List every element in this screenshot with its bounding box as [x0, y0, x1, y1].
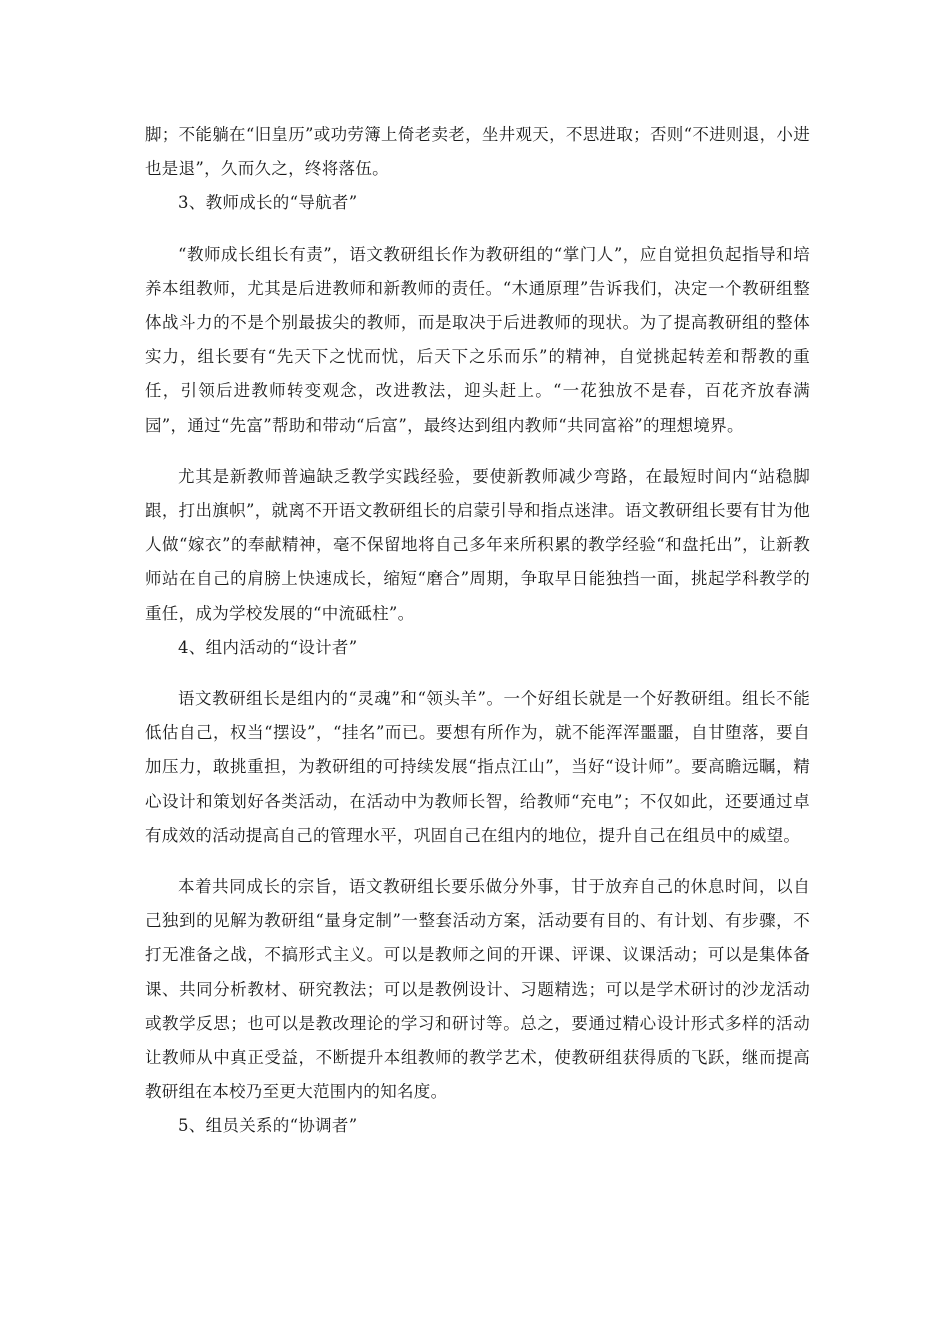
document-body — [145, 118, 810, 1144]
paragraph-continuation: 脚；不能躺在“旧皇历”或功劳簿上倚老卖老，坐井观天，不思进取；否则“不进则退，小进也是退”，久而久之，终将落伍。 — [145, 125, 810, 179]
paragraph: 本着共同成长的宗旨，语文教研组长要乐做分外事，甘于放弃自己的休息时间，以自己独到的见解为教研组“量身定制”一整套活动方案，活动要有目的、有计划、有步骤，不打无准备之战，不搞形式主义。可以是教师之间的开课、评课、议课活动；可以是集体备课、共同分析教材、研究教法；可以是教例设计、习题精选；可以是学术研讨的沙龙活动或教学反思；也可以是教改理论的学习和研讨等。总之，要通过精心设计形式多样的活动让教师从中真正受益，不断提升本组教师的教学艺术，使教研组获得质的飞跃，继而提高教研组在本校乃至更大范围内的知名度。 — [145, 877, 810, 1102]
paragraph: “教师成长组长有责”，语文教研组长作为教研组的“掌门人”，应自觉担负起指导和培养本组教师，尤其是后进教师和新教师的责任。“木通原理”告诉我们，决定一个教研组整体战斗力的不是个别最拔尖的教师，而是取决于后进教师的现状。为了提高教研组的整体实力，组长要有“先天下之忧而忧，后天下之乐而乐”的精神，自觉挑起转差和帮教的重任，引领后进教师转变观念，改进教法，迎头赶上。“一花独放不是春，百花齐放春满园”，通过“先富”帮助和带动“后富”，最终达到组内教师“共同富裕”的理想境界。 — [145, 244, 810, 435]
section-heading-4: 4、组内活动的“设计者” — [178, 637, 358, 657]
section-heading-5: 5、组员关系的“协调者” — [178, 1116, 358, 1136]
paragraph: 语文教研组长是组内的“灵魂”和“领头羊”。一个好组长就是一个好教研组。组长不能低估自己，权当“摆设”，“挂名”而已。要想有所作为，就不能浑浑噩噩，自甘堕落，要自加压力，敢挑重担，为教研组的可持续发展“指点江山”，当好“设计师”。要高瞻远瞩，精心设计和策划好各类活动，在活动中为教师长智，给教师“充电”；不仅如此，还要通过卓有成效的活动提高自己的管理水平，巩固自己在组内的地位，提升自己在组员中的威望。 — [145, 689, 810, 845]
paragraph: 尤其是新教师普遍缺乏教学实践经验，要使新教师减少弯路，在最短时间内“站稳脚跟，打出旗帜”，就离不开语文教研组长的启蒙引导和指点迷津。语文教研组长要有甘为他人做“嫁衣”的奉献精神，毫不保留地将自己多年来所积累的教学经验“和盘托出”，让新教师站在自己的肩膀上快速成长，缩短“磨合”周期，争取早日能独挡一面，挑起学科教学的重任，成为学校发展的“中流砥柱”。 — [145, 466, 810, 623]
section-heading-3: 3、教师成长的“导航者” — [178, 193, 358, 213]
